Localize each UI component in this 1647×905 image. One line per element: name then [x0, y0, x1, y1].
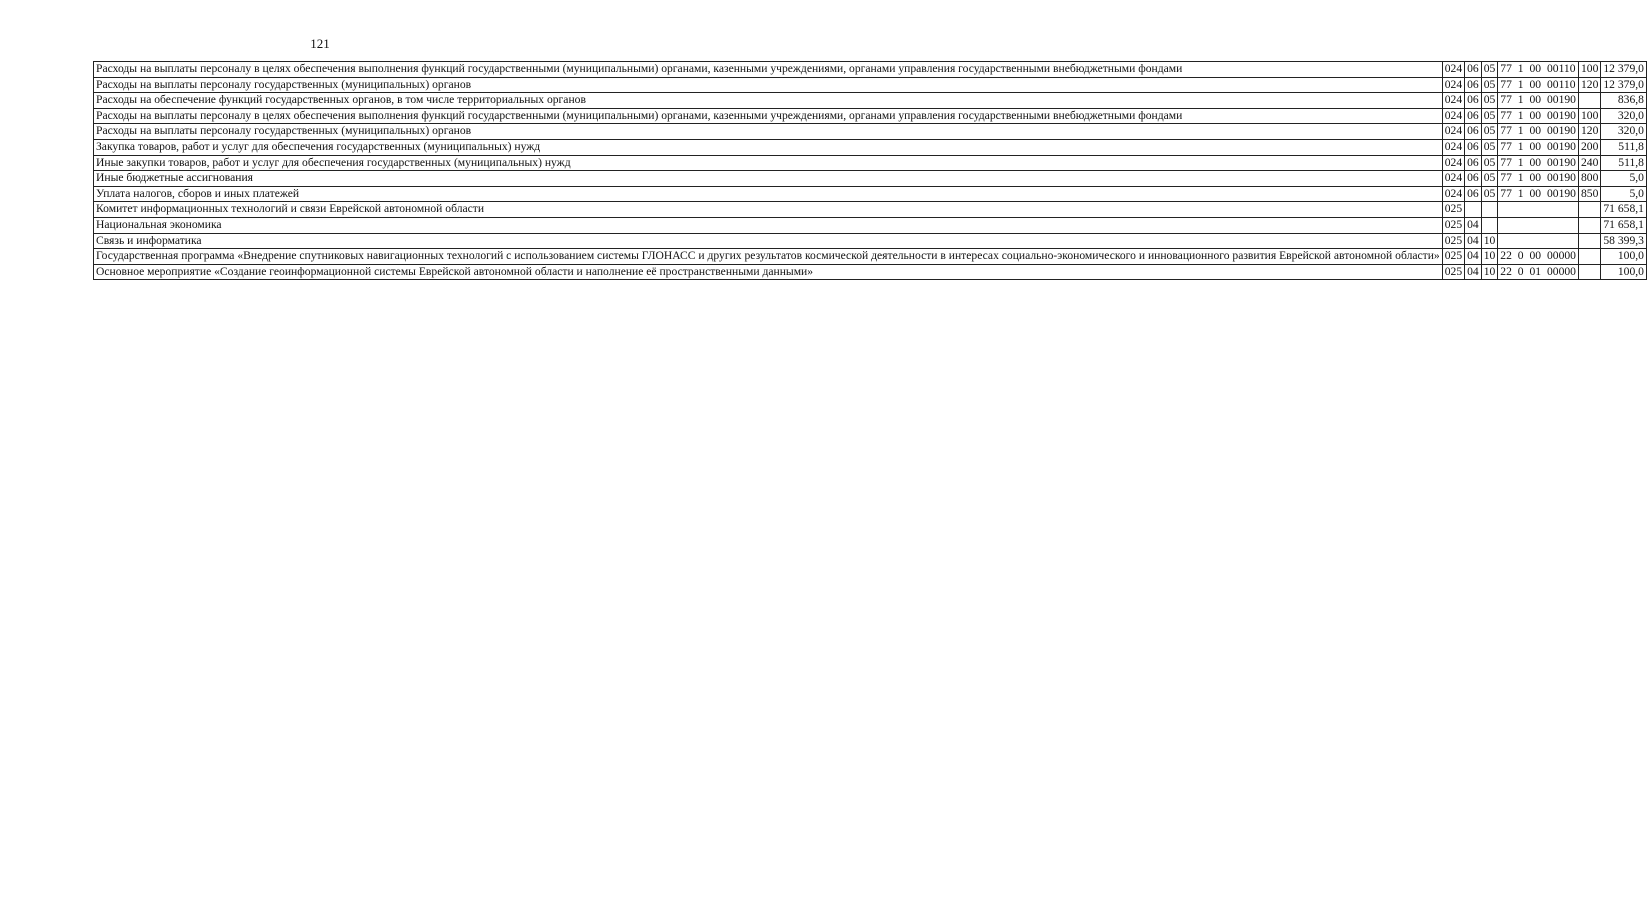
ministry-code-cell: 024: [1442, 93, 1464, 109]
table-row: [94, 77, 1647, 93]
ministry-code-cell: 024: [1442, 171, 1464, 187]
amount-cell: 320,0: [1601, 108, 1647, 124]
target-article-code-cell: 77 1 00 00190: [1498, 186, 1579, 202]
target-article-code-cell: 77 1 00 00190: [1498, 93, 1579, 109]
amount-cell: 5,0: [1601, 186, 1647, 202]
ministry-code-cell: 025: [1442, 233, 1464, 249]
table-row: [94, 93, 1647, 109]
table-row: [94, 217, 1647, 233]
target-article-code-cell: 77 1 00 00190: [1498, 108, 1579, 124]
table-row: [94, 62, 1647, 78]
ministry-code-cell: 024: [1442, 139, 1464, 155]
expense-type-code-cell: 240: [1578, 155, 1600, 171]
expense-name-cell: Расходы на выплаты персоналу государственных (муниципальных) органов: [94, 124, 1443, 140]
subsection-code-cell: 05: [1481, 77, 1498, 93]
table-row: [94, 171, 1647, 187]
expense-type-code-cell: [1578, 217, 1600, 233]
target-article-code-cell: 77 1 00 00190: [1498, 155, 1579, 171]
target-article-code-cell: 77 1 00 00190: [1498, 124, 1579, 140]
expense-name-cell: Иные бюджетные ассигнования: [94, 171, 1443, 187]
section-code-cell: 06: [1465, 108, 1482, 124]
expense-type-code-cell: 100: [1578, 108, 1600, 124]
section-code-cell: 04: [1465, 264, 1482, 280]
expense-name-cell: Связь и информатика: [94, 233, 1443, 249]
subsection-code-cell: 05: [1481, 186, 1498, 202]
subsection-code-cell: 10: [1481, 249, 1498, 265]
table-row: [94, 108, 1647, 124]
target-article-code-cell: 22 0 01 00000: [1498, 264, 1579, 280]
ministry-code-cell: 025: [1442, 249, 1464, 265]
expense-type-code-cell: [1578, 93, 1600, 109]
ministry-code-cell: 025: [1442, 202, 1464, 218]
expense-name-cell: Основное мероприятие «Создание геоинформационной системы Еврейской автономной области и наполнение её пространственными данными»: [94, 264, 1443, 280]
amount-cell: 12 379,0: [1601, 77, 1647, 93]
subsection-code-cell: 05: [1481, 155, 1498, 171]
budget-table: [93, 61, 1647, 280]
amount-cell: 511,8: [1601, 139, 1647, 155]
expense-name-cell: Закупка товаров, работ и услуг для обеспечения государственных (муниципальных) нужд: [94, 139, 1443, 155]
table-row: [94, 124, 1647, 140]
expense-name-cell: Государственная программа «Внедрение спутниковых навигационных технологий с использованием системы ГЛОНАСС и других результатов космической деятельности в интересах социально-экономического и инновационного развития Еврейской автономной области»: [94, 249, 1443, 265]
subsection-code-cell: 05: [1481, 171, 1498, 187]
ministry-code-cell: 025: [1442, 217, 1464, 233]
amount-cell: 836,8: [1601, 93, 1647, 109]
subsection-code-cell: 10: [1481, 264, 1498, 280]
amount-cell: 12 379,0: [1601, 62, 1647, 78]
expense-name-cell: Расходы на выплаты персоналу в целях обеспечения выполнения функций государственными (муниципальными) органами, казенными учреждениями, органами управления государственными внебюджетными фондами: [94, 62, 1443, 78]
amount-cell: 320,0: [1601, 124, 1647, 140]
section-code-cell: 06: [1465, 171, 1482, 187]
expense-type-code-cell: 200: [1578, 139, 1600, 155]
subsection-code-cell: 05: [1481, 124, 1498, 140]
expense-type-code-cell: [1578, 249, 1600, 265]
expense-type-code-cell: 850: [1578, 186, 1600, 202]
expense-name-cell: Расходы на обеспечение функций государственных органов, в том числе территориальных органов: [94, 93, 1443, 109]
amount-cell: 100,0: [1601, 249, 1647, 265]
section-code-cell: [1465, 202, 1482, 218]
section-code-cell: 06: [1465, 77, 1482, 93]
expense-type-code-cell: 120: [1578, 77, 1600, 93]
section-code-cell: 06: [1465, 124, 1482, 140]
ministry-code-cell: 024: [1442, 155, 1464, 171]
subsection-code-cell: 05: [1481, 139, 1498, 155]
amount-cell: 511,8: [1601, 155, 1647, 171]
ministry-code-cell: 024: [1442, 124, 1464, 140]
section-code-cell: 04: [1465, 233, 1482, 249]
target-article-code-cell: 22 0 00 00000: [1498, 249, 1579, 265]
section-code-cell: 06: [1465, 139, 1482, 155]
table-row: [94, 202, 1647, 218]
subsection-code-cell: 05: [1481, 108, 1498, 124]
target-article-code-cell: 77 1 00 00110: [1498, 77, 1579, 93]
expense-name-cell: Расходы на выплаты персоналу государственных (муниципальных) органов: [94, 77, 1443, 93]
section-code-cell: 04: [1465, 217, 1482, 233]
ministry-code-cell: 024: [1442, 62, 1464, 78]
target-article-code-cell: 77 1 00 00190: [1498, 139, 1579, 155]
expense-name-cell: Уплата налогов, сборов и иных платежей: [94, 186, 1443, 202]
section-code-cell: 06: [1465, 186, 1482, 202]
ministry-code-cell: 024: [1442, 186, 1464, 202]
section-code-cell: 06: [1465, 93, 1482, 109]
target-article-code-cell: [1498, 202, 1579, 218]
expense-name-cell: Комитет информационных технологий и связи Еврейской автономной области: [94, 202, 1443, 218]
ministry-code-cell: 024: [1442, 77, 1464, 93]
expense-name-cell: Иные закупки товаров, работ и услуг для обеспечения государственных (муниципальных) нужд: [94, 155, 1443, 171]
page-number: 121: [310, 36, 330, 51]
table-row: [94, 233, 1647, 249]
subsection-code-cell: 10: [1481, 233, 1498, 249]
expense-name-cell: Расходы на выплаты персоналу в целях обеспечения выполнения функций государственными (муниципальными) органами, казенными учреждениями, органами управления государственными внебюджетными фондами: [94, 108, 1443, 124]
ministry-code-cell: 025: [1442, 264, 1464, 280]
target-article-code-cell: [1498, 233, 1579, 249]
table-row: [94, 264, 1647, 280]
amount-cell: 100,0: [1601, 264, 1647, 280]
expense-type-code-cell: [1578, 233, 1600, 249]
section-code-cell: 06: [1465, 155, 1482, 171]
subsection-code-cell: [1481, 217, 1498, 233]
expense-type-code-cell: 800: [1578, 171, 1600, 187]
expense-type-code-cell: [1578, 202, 1600, 218]
subsection-code-cell: 05: [1481, 93, 1498, 109]
table-row: [94, 155, 1647, 171]
expense-type-code-cell: 120: [1578, 124, 1600, 140]
section-code-cell: 06: [1465, 62, 1482, 78]
amount-cell: 71 658,1: [1601, 202, 1647, 218]
expense-type-code-cell: [1578, 264, 1600, 280]
amount-cell: 58 399,3: [1601, 233, 1647, 249]
subsection-code-cell: [1481, 202, 1498, 218]
table-row: [94, 186, 1647, 202]
ministry-code-cell: 024: [1442, 108, 1464, 124]
subsection-code-cell: 05: [1481, 62, 1498, 78]
table-row: [94, 249, 1647, 265]
target-article-code-cell: 77 1 00 00110: [1498, 62, 1579, 78]
expense-name-cell: Национальная экономика: [94, 217, 1443, 233]
amount-cell: 71 658,1: [1601, 217, 1647, 233]
section-code-cell: 04: [1465, 249, 1482, 265]
target-article-code-cell: 77 1 00 00190: [1498, 171, 1579, 187]
expense-type-code-cell: 100: [1578, 62, 1600, 78]
target-article-code-cell: [1498, 217, 1579, 233]
amount-cell: 5,0: [1601, 171, 1647, 187]
table-row: [94, 139, 1647, 155]
